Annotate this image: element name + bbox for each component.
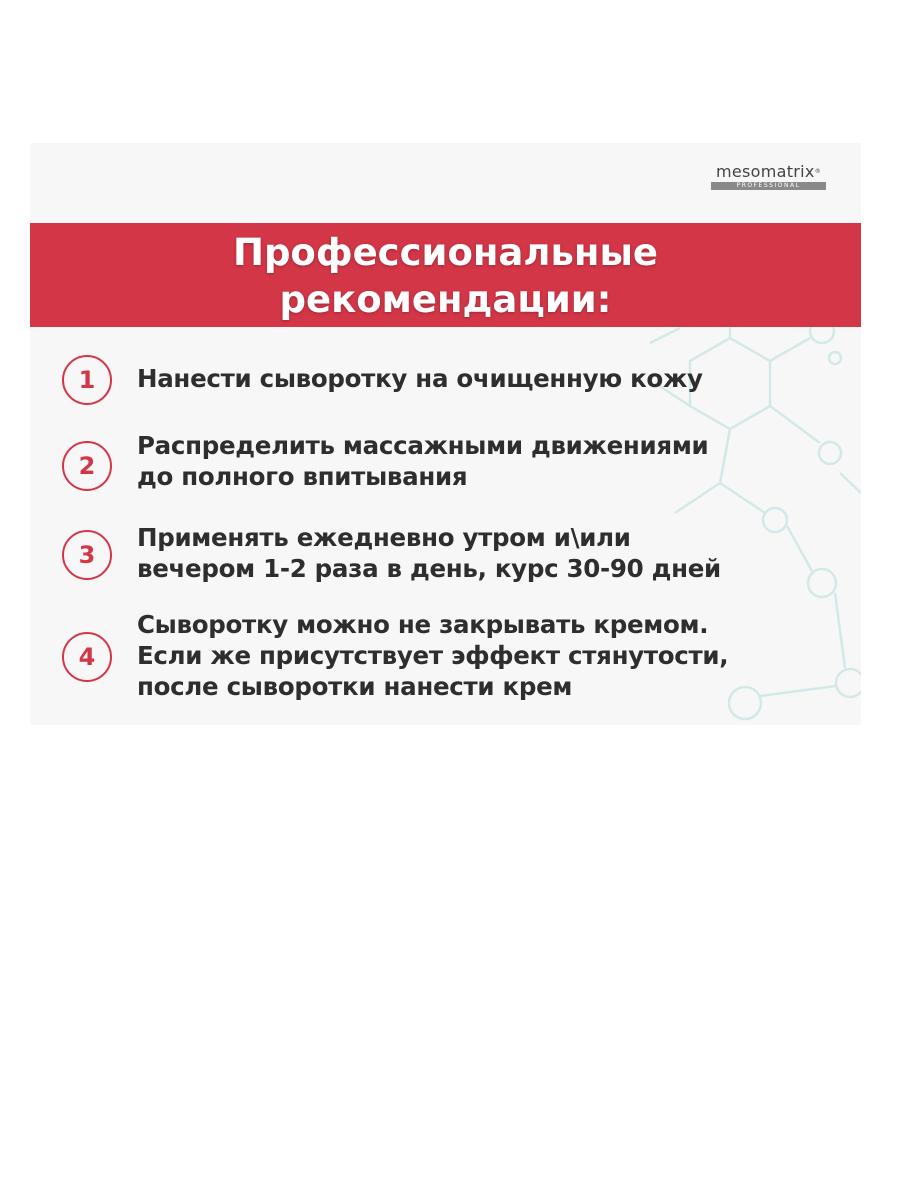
step-text-line: после сыворотки нанести крем — [137, 672, 573, 701]
step-text-line: до полного впитывания — [137, 462, 468, 491]
step-text — [137, 430, 708, 492]
step-text — [137, 609, 728, 702]
brand-logo-wordmark: mesomatrix® — [715, 162, 822, 181]
step-number-badge: 2 — [62, 441, 112, 491]
recommendations-card — [30, 143, 861, 725]
step-text-line: Если же присутствует эффект стянутости, — [137, 641, 729, 670]
step-text — [137, 522, 721, 584]
step-text-line: Сыворотку можно не закрывать кремом. — [137, 610, 709, 639]
page-title-line-1: Профессиональные — [232, 231, 659, 274]
step-number-badge: 4 — [62, 632, 112, 682]
step-text-line: вечером 1-2 раза в день, курс 30-90 дней — [137, 554, 721, 583]
step-text-line: Применять ежедневно утром и\или — [137, 523, 631, 552]
step-text-line: Нанести сыворотку на очищенную кожу — [137, 364, 703, 393]
step-number-badge: 1 — [62, 355, 112, 405]
brand-logo-tagline: PROFESSIONAL — [711, 182, 826, 190]
page-title-line-2: рекомендации: — [279, 278, 612, 321]
step-text — [137, 363, 703, 394]
step-text-line: Распределить массажными движениями — [137, 431, 709, 460]
step-number-badge: 3 — [62, 530, 112, 580]
steps-list — [30, 143, 861, 725]
